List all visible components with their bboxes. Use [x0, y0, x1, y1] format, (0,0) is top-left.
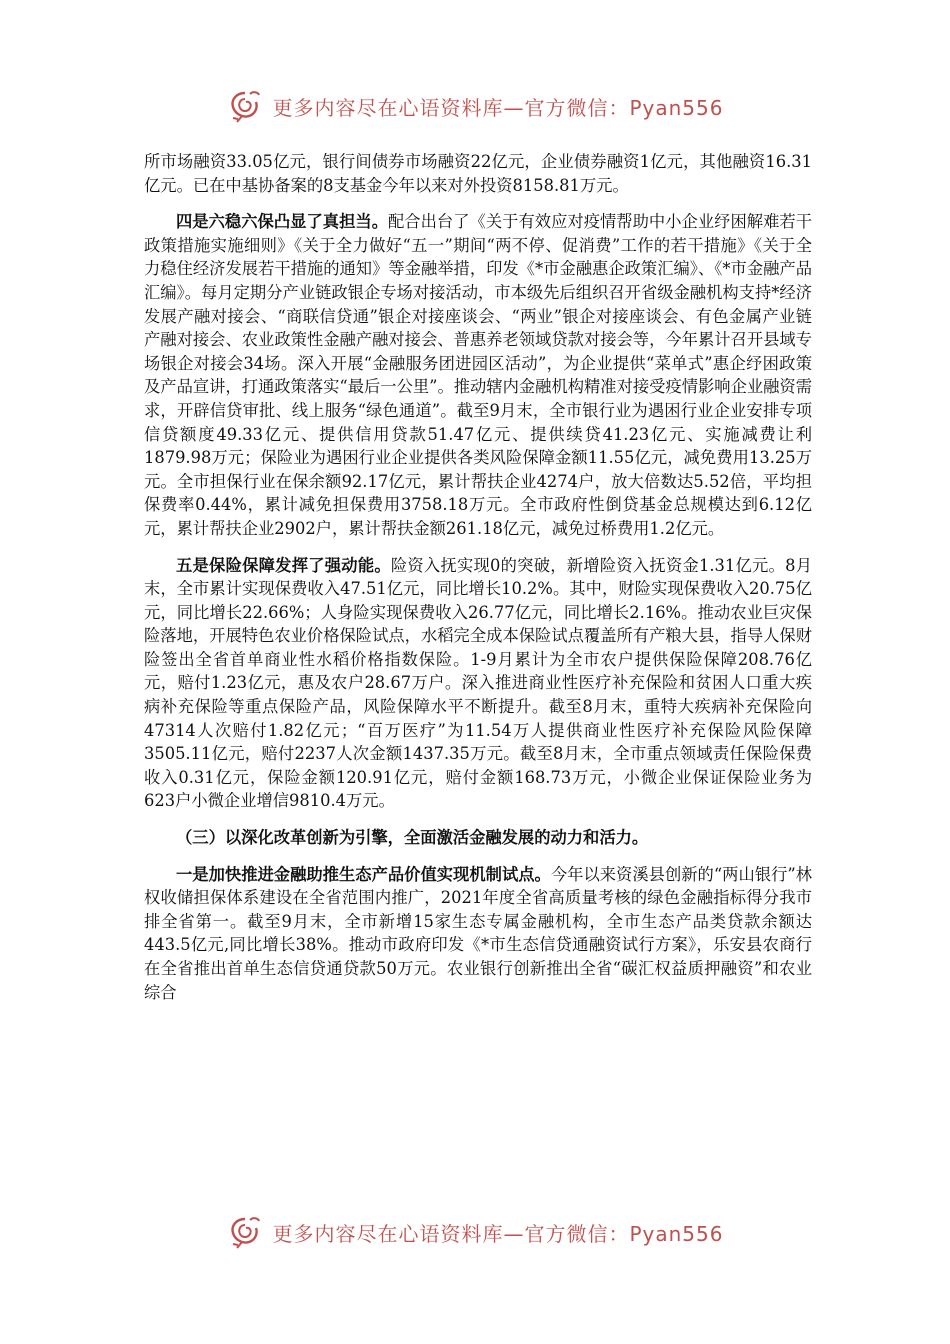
paragraph-lead: 五是保险保障发挥了强动能。	[176, 555, 391, 575]
watermark-text: 更多内容尽在心语资料库—官方微信：Pyan556	[272, 95, 724, 120]
section-heading: （三）以深化改革创新为引擎，全面激活金融发展的动力和活力。	[176, 828, 649, 848]
footer-watermark	[0, 1212, 950, 1252]
paragraph-text: 配合出台了《关于有效应对疫情帮助中小企业纾困解难若干政策措施实施细则》《关于全力做好“五一”期间“两不停、促消费”工作的若干措施》《关于全力稳住经济发展若干措施的通知》等金融举措，印发《*市金融惠企政策汇编》、《*市金融产品汇编》。每月定期分产业链政银企专场对接活动，市本级先后组织召开省级金融机构支持*经济发展产融对接会、“商联信贷通”银企对接座谈会、“两业”银企对接座谈会、有色金属产业链产融对接会、农业政策性金融产融对接会、普惠养老领域贷款对接会等，今年累计召开县域专场银企对接会34场。深入开展“金融服务团进园区活动”，为企业提供“菜单式”惠企纾困政策及产品宣讲，打通政策落实“最后一公里”。推动辖内金融机构精准对接受疫情影响企业融资需求，开辟信贷审批、线上服务“绿色通道”。截至9月末，全市银行业为遇困行业企业安排专项信贷额度49.33亿元、提供信用贷款51.47亿元、提供续贷41.23亿元、实施减费让利1879.98万元；保险业为遇困行业企业提供各类风险保障金额11.55亿元，减免费用13.25万元。全市担保行业在保余额92.17亿元，累计帮扶企业4274户，放大倍数达5.52倍，平均担保费率0.44%，累计减免担保费用3758.18万元。全市政府性倒贷基金总规模达到6.12亿元，累计帮扶企业2902户，累计帮扶金额261.18亿元，减免过桥费用1.2亿元。	[144, 212, 812, 538]
paragraph-lead: 四是六稳六保凸显了真担当。	[176, 212, 388, 232]
paragraph-five	[144, 554, 812, 814]
paragraph-four	[144, 210, 812, 540]
paragraph-lead: 一是加快推进金融助推生态产品价值实现机制试点。	[176, 864, 551, 884]
header-watermark	[0, 86, 950, 126]
document-body	[144, 150, 812, 1004]
rose-logo-icon	[226, 1215, 264, 1249]
rose-logo-icon	[226, 89, 264, 123]
paragraph-one-reform	[144, 863, 812, 1005]
paragraph-text: 险资入抚实现0的突破，新增险资入抚资金1.31亿元。8月末，全市累计实现保费收入47.51亿元，同比增长10.2%。其中，财险实现保费收入20.75亿元，同比增长22.66%；人身险实现保费收入26.77亿元，同比增长2.16%。推动农业巨灾保险落地，开展特色农业价格保险试点，水稻完全成本保险试点覆盖所有产粮大县，指导人保财险签出全省首单商业性水稻价格指数保险。1-9月累计为全市农户提供保险保障208.76亿元，赔付1.23亿元，惠及农户28.67万户。深入推进商业性医疗补充保险和贫困人口重大疾病补充保险等重点保险产品，风险保障水平不断提升。截至8月末，重特大疾病补充保险向47314人次赔付1.82亿元；“百万医疗”为11.54万人提供商业性医疗补充保险风险保障3505.11亿元，赔付2237人次金额1437.35万元。截至8月末，全市重点领域责任保险保费收入0.31亿元，保险金额120.91亿元，赔付金额168.73万元，小微企业保证保险业务为623户小微企业增信9810.4万元。	[144, 555, 812, 811]
watermark-text: 更多内容尽在心语资料库—官方微信：Pyan556	[272, 1221, 724, 1246]
paragraph-continuation: 所市场融资33.05亿元，银行间债券市场融资22亿元，企业债券融资1亿元，其他融资16.31亿元。已在中基协备案的8支基金今年以来对外投资8158.81万元。	[144, 152, 812, 195]
paragraph-text: 今年以来资溪县创新的“两山银行”林权收储担保体系建设在全省范围内推广，2021年度全省高质量考核的绿色金融指标得分我市排全省第一。截至9月末，全市新增15家生态专属金融机构，全市生态产品类贷款余额达443.5亿元,同比增长38%。推动市政府印发《*市生态信贷通融资试行方案》，乐安县农商行在全省推出首单生态信贷通贷款50万元。农业银行创新推出全省“碳汇权益质押融资”和农业综合	[144, 864, 812, 1002]
